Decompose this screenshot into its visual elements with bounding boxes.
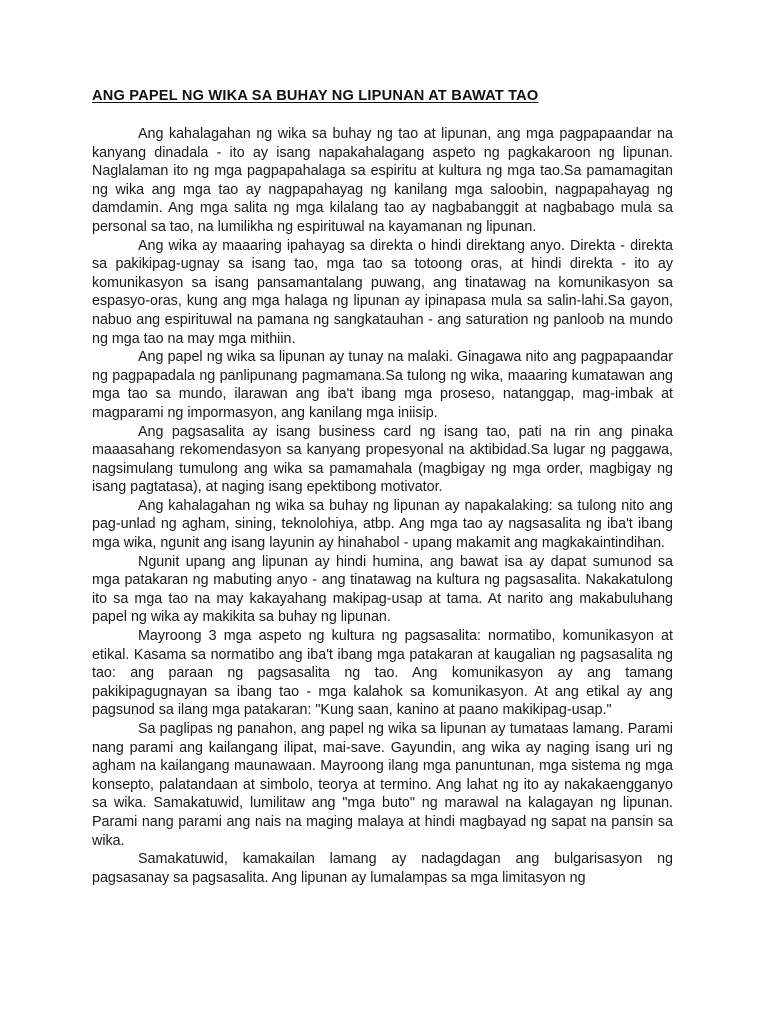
paragraph-7: Mayroong 3 mga aspeto ng kultura ng pagsasalita: normatibo, komunikasyon at etikal. Kasama sa normatibo ang iba't ibang mga patakaran at kaugalian ng pagsasalita ng tao: ang paraan ng pagsasalita ng tao. Ang komunikasyon ay ang tamang pakikipagugnayan sa ibang tao - mga kalahok sa komunikasyon. At ang etikal ay ang pagsunod sa ilang mga patakaran: "Kung saan, kanino at paano makikipag-usap." [92, 628, 673, 719]
document-body [92, 125, 673, 887]
document-title: ANG PAPEL NG WIKA SA BUHAY NG LIPUNAN AT BAWAT TAO [92, 88, 539, 104]
paragraph-3: Ang papel ng wika sa lipunan ay tunay na malaki. Ginagawa nito ang pagpapaandar ng pagpapadala ng panlipunang pagmamana.Sa tulong ng wika, maaaring kumatawan ang mga tao sa mundo, ilarawan ang iba't ibang mga proseso, natanggap, mag-imbak at magparami ng impormasyon, ang kanilang mga iniisip. [92, 349, 673, 421]
paragraph-5: Ang kahalagahan ng wika sa buhay ng lipunan ay napakalaking: sa tulong nito ang pag-unlad ng agham, sining, teknolohiya, atbp. Ang mga tao ay nagsasalita ng iba't ibang mga wika, ngunit ang isang layunin ay hinahabol - upang makamit ang magkakaintindihan. [92, 497, 673, 552]
paragraph-8: Sa paglipas ng panahon, ang papel ng wika sa lipunan ay tumataas lamang. Parami nang parami ang kailangang ilipat, mai-save. Gayundin, ang wika ay naging isang uri ng agham na kailangang maunawaan. Mayroong ilang mga panuntunan, mga sistema ng mga konsepto, palatandaan at simbolo, teorya at termino. Ang lahat ng ito ay nakakaengganyo sa wika. Samakatuwid, lumilitaw ang "mga buto" ng marawal na kalagayan ng lipunan. Parami nang parami ang nais na maging malaya at hindi magbayad ng sapat na pansin sa wika. [92, 721, 673, 849]
paragraph-1: Ang kahalagahan ng wika sa buhay ng tao at lipunan, ang mga pagpapaandar na kanyang dinadala - ito ay isang napakahalagang aspeto ng pagkakaroon ng lipunan. Naglalaman ito ng mga pagpapahalaga sa espiritu at kultura ng mga tao.Sa pamamagitan ng wika ang mga tao ay nagpapahayag ng kanilang mga saloobin, nagpapahayag ng damdamin. Ang mga salita ng mga kilalang tao ay nagbabanggit at nagbabago mula sa personal sa tao, na lumilikha ng espirituwal na kayamanan ng lipunan. [92, 126, 673, 235]
paragraph-9: Samakatuwid, kamakailan lamang ay nadagdagan ang bulgarisasyon ng pagsasanay sa pagsasalita. Ang lipunan ay lumalampas sa mga limitasyon ng [92, 851, 673, 886]
paragraph-6: Ngunit upang ang lipunan ay hindi humina, ang bawat isa ay dapat sumunod sa mga patakaran ng mabuting anyo - ang tinatawag na kultura ng pagsasalita. Nakakatulong ito sa mga tao na may kakayahang makipag-usap at tama. At narito ang makabuluhang papel ng wika ay makikita sa buhay ng lipunan. [92, 553, 673, 626]
paragraph-2: Ang wika ay maaaring ipahayag sa direkta o hindi direktang anyo. Direkta - direkta sa pakikipag-ugnay sa isang tao, mga tao sa totoong oras, at hindi direkta - ito ay komunikasyon sa isang pansamantalang puwang, ang tinatawag na komunikasyon sa espasyo-oras, kung ang mga halaga ng lipunan ay ipinapasa mula sa salin-lahi.Sa gayon, nabuo ang espirituwal na pamana ng sangkatauhan - ang saturation ng panloob na mundo ng mga tao na may mga mithiin. [92, 237, 673, 347]
paragraph-4: Ang pagsasalita ay isang business card ng isang tao, pati na rin ang pinaka maaasahang rekomendasyon sa kanyang propesyonal na aktibidad.Sa lugar ng paggawa, nagsimulang tumulong ang wika sa pamamahala (magbigay ng mga order, magbigay ng isang pagtatasa), at naging isang epektibong motivator. [92, 423, 673, 496]
